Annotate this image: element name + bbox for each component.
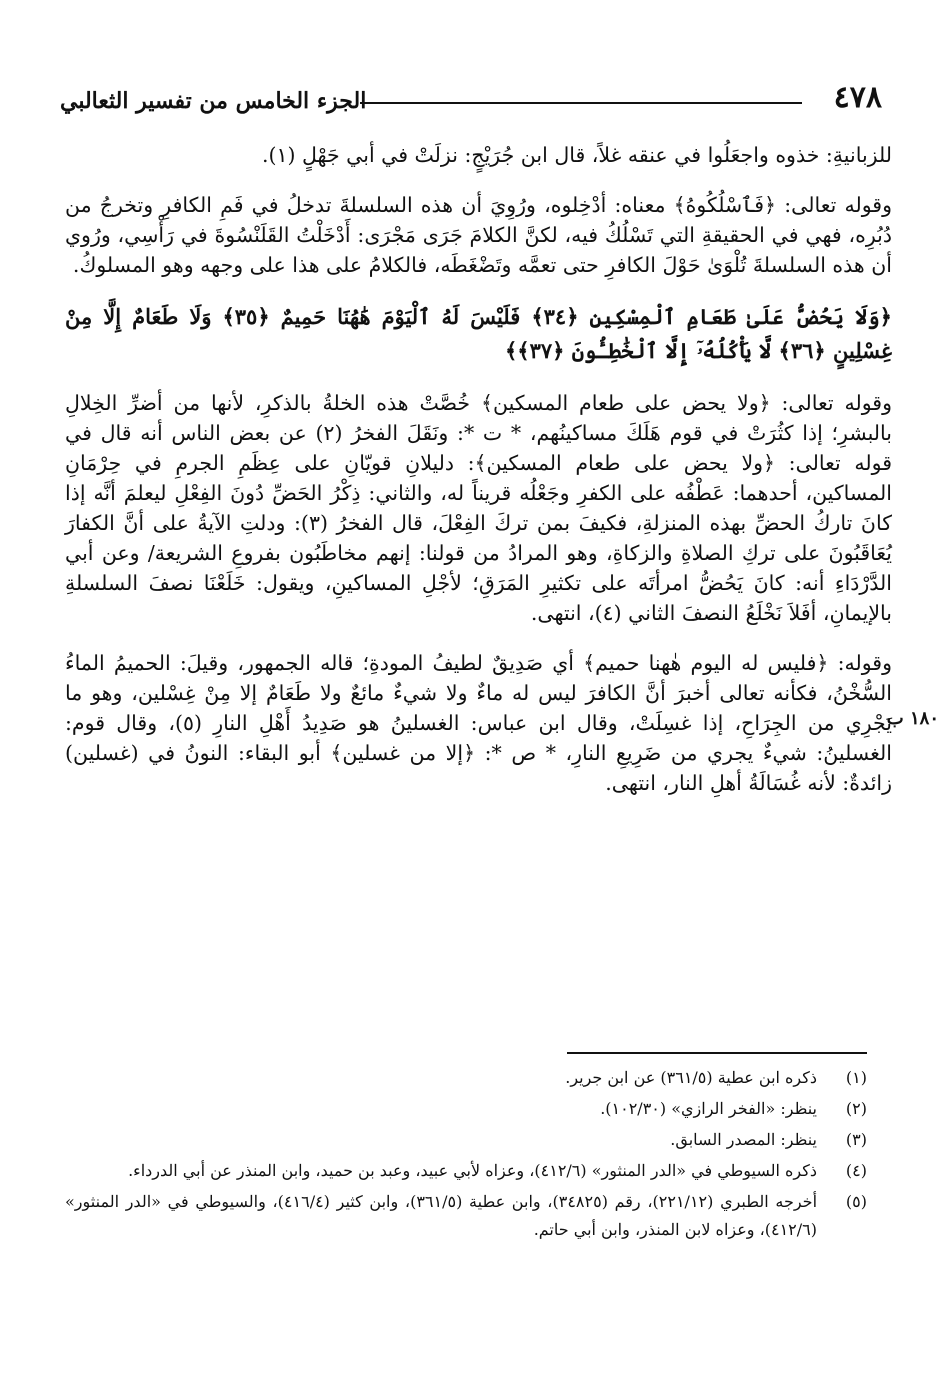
running-title: الجزء الخامس من تفسير الثعالبي: [60, 88, 367, 114]
paragraph: وقوله تعالى: ﴿ولا يحض على طعام المسكين﴾ خُصَّتْ هذه الخلةُ بالذكرِ، لأنها من أضرِّ الخِلالِ بالبشرِ؛ إذا كثُرَتْ في قوم هَلَكَ مساكينُهم، * ت *: ونَقَلَ الفخرُ (٢) عن بعض الناس أنه قال في قوله تعالى: ﴿ولا يحض على طعام المسكين﴾: دليلانِ قويّانِ على عِظَمِ الجرمِ في حِرْمَانِ المساكين، أحدهما: عَطْفُه على الكفرِ وجَعْلُه قريناً له، والثاني: ذِكْرُ الحَضِّ دُونَ الفِعْلِ ليعلمَ أنَّه إذا كانَ تاركُ الحضِّ بهذه المنزلةِ، فكيفَ بمن تركَ الفِعْلَ، قال الفخرُ (٣): ودلتِ الآيةُ على أنَّ الكفارَ يُعَاقَبُونَ على تركِ الصلاةِ والزكاةِ، وهو المرادُ من قولنا: إنهم مخاطَبُون بفروعِ الشريعة/ وعن أبي الدَّرْدَاءِ أنه: كانَ يَحُضُّ امرأتَه على تكثيرِ المَرَقِ؛ لأجْلِ المساكينِ، ويقول: خَلَعْنَا نصفَ السلسلةِ بالإيمانِ، أفَلاَ نَخْلَعُ النصفَ الثاني (٤)، انتهى.: [65, 391, 893, 625]
footnote-text: ينظر: «الفخر الرازي» (١٠٢/٣٠).: [600, 1099, 817, 1118]
footnote-text: ذكره السيوطي في «الدر المنثور» (٤١٢/٦)، وعزاه لأبي عبيد، وعبد بن حميد، وابن المنذر عن أبي الدرداء.: [128, 1161, 817, 1180]
footnote: [65, 1157, 867, 1185]
footnote-number: (٥): [845, 1192, 867, 1211]
footnote-number: (٢): [845, 1099, 867, 1118]
footnote-number: (٤): [845, 1161, 867, 1180]
paragraph: وقوله: ﴿فليس له اليوم هٰهنا حميم﴾ أي صَدِيقٌ لطيفُ المودةِ؛ قاله الجمهور، وقيلَ: الحميمُ الماءُ السُّخْنُ، فكأنه تعالى أخبرَ أنَّ الكافرَ ليس له ماءٌ ولا شيءٌ مائعٌ ولا طَعَامٌ إلا مِنْ غِسْلين، وهو ما يَجْرِي من الجِرَاحِ، إذا غسِلَتْ، وقال ابن عباس: الغسلينُ هو صَدِيدُ أَهْلِ النارِ (٥)، وقال قوم: الغسلينُ: شيءٌ يجري من ضَرِيعِ النارِ، * ص *: ﴿إلا من غسلين﴾ أبو البقاء: النونُ في (غسلين) زائدةٌ: لأنه غُسَالَةُ أهلِ النار، انتهى.: [65, 651, 892, 795]
footnote-number: (٣): [845, 1130, 867, 1149]
header-rule: [360, 102, 802, 104]
footnote-separator: [567, 1052, 867, 1054]
paragraph: وقوله تعالى: ﴿فَٱسْلُكُوهُ﴾ معناه: أدْخِلوه، ورُوِيَ أن هذه السلسلةَ تدخلُ في فَمِ الكافرِ وتخرجُ من دُبُرِه، فهي في الحقيقةِ التي تَسْلُكُ فيه، لكنَّ الكلامَ جَرَى مَجْرَى: أَدْخَلْتُ القَلَنْسُوةَ في رَأْسِي، ورُوي أن هذه السلسلةَ تُلْوَىٰ حَوْلَ الكافرِ حتى تعمَّه وتَضْغَطَه، فالكلامُ على هذا على وجهه وهو المسلوكُ.: [65, 193, 892, 277]
paragraph: للزبانيةِ: خذوه واجعَلُوا في عنقه غلاً، قال ابن جُرَيْجٍ: نزلَتْ في أبي جَهْلٍ (١).: [261, 143, 892, 167]
page-header: [60, 78, 882, 128]
footnote-number: (١): [845, 1068, 867, 1087]
footnote-text: أخرجه الطبري (٢٢١/١٢)، رقم (٣٤٨٢٥)، وابن عطية (٣٦١/٥)، وابن كثير (٤١٦/٤)، والسيوطي في «الدر المنثور» (٤١٢/٦)، وعزاه لابن المنذر، وابن أبي حاتم.: [65, 1192, 818, 1239]
footnote: [65, 1064, 867, 1092]
footnote: [65, 1126, 867, 1154]
quran-verse: ﴿وَلَا يَحُضُّ عَلَىٰ طَعَامِ ٱلْمِسْكِينِ ﴿٣٤﴾ فَلَيْسَ لَهُ ٱلْيَوْمَ هَٰهُنَا حَمِيمٌ ﴿٣٥﴾ وَلَا طَعَامٌ إِلَّا مِنْ غِسْلِينٍ ﴿٣٦﴾ لَّا يَأْكُلُهُۥٓ إِلَّا ٱلْخَٰطِـُٔونَ ﴿٣٧﴾﴾: [65, 304, 892, 363]
footnote-text: ذكره ابن عطية (٣٦١/٥) عن ابن جرير.: [565, 1068, 817, 1087]
page-number: ٤٧٨: [833, 80, 882, 115]
footnote-text: ينظر: المصدر السابق.: [670, 1130, 817, 1149]
main-text: [65, 140, 892, 818]
manuscript-folio-note: ١٨٠ ب: [886, 708, 939, 729]
footnotes: [65, 1064, 867, 1247]
footnote: [65, 1095, 867, 1123]
footnote: [65, 1188, 867, 1244]
